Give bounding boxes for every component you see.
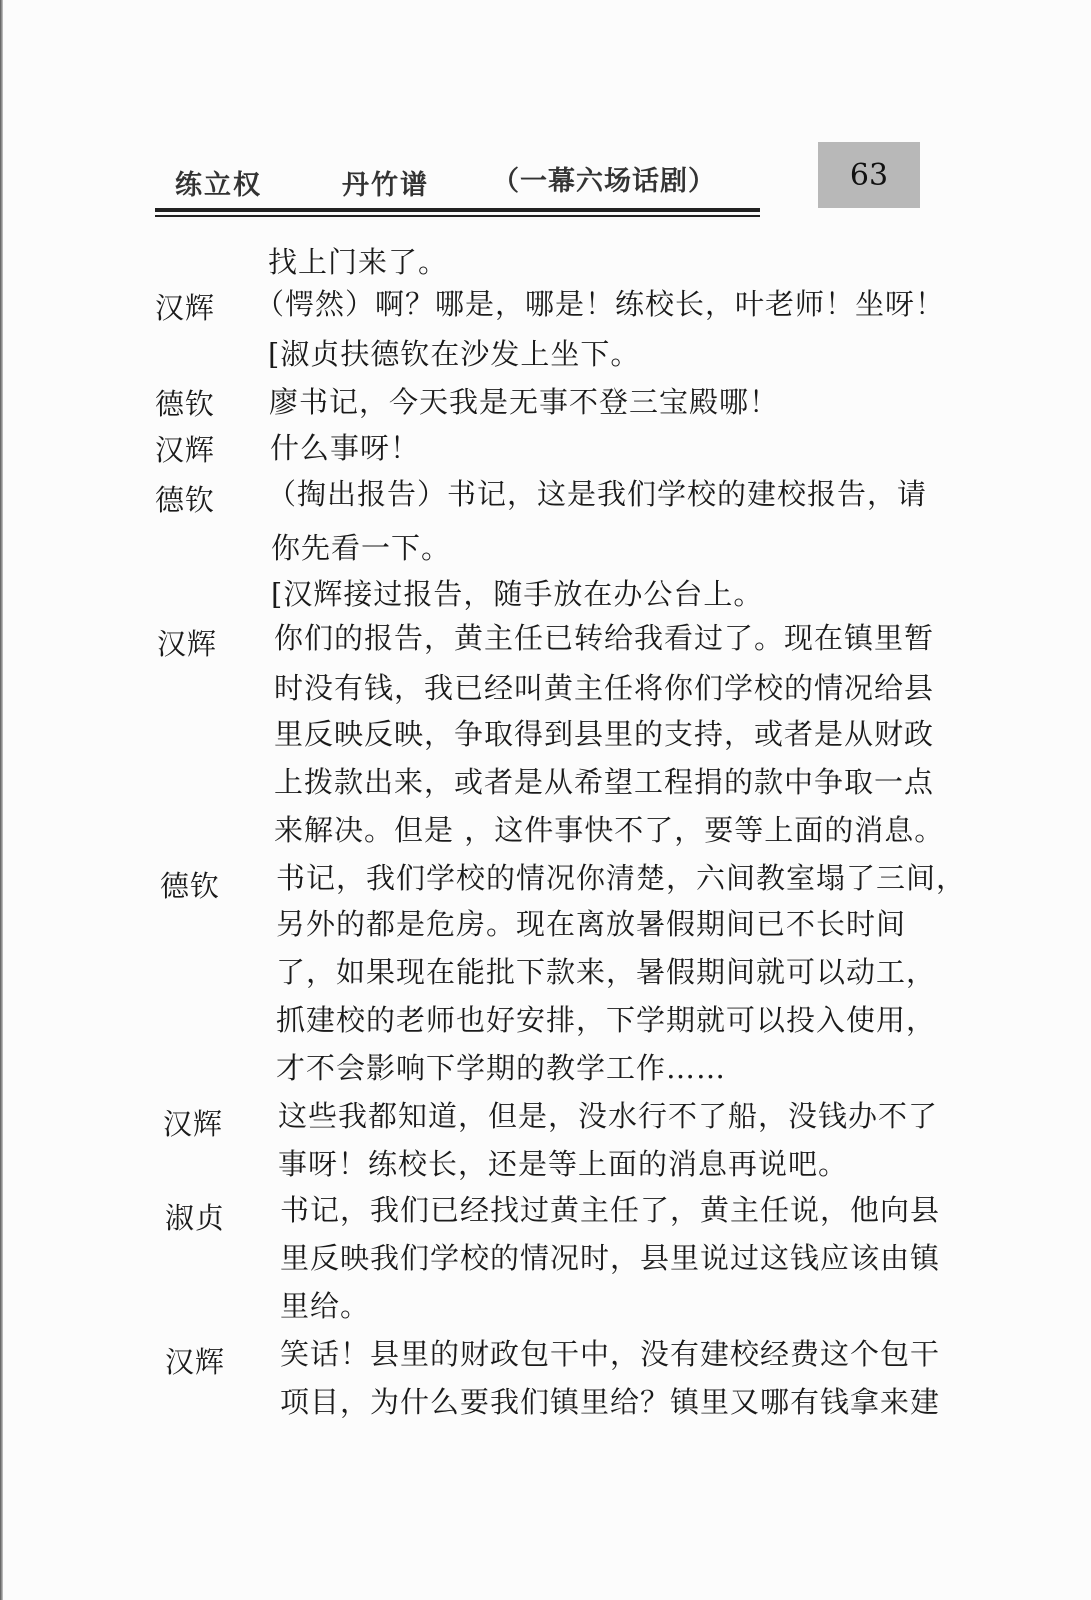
line-text: 廖书记，今天我是无事不登三宝殿哪！ bbox=[269, 385, 780, 419]
line-text: 里反映我们学校的情况时，县里说过这钱应该由镇 bbox=[280, 1241, 941, 1275]
stage-direction: [汉辉接过报告，随手放在办公台上。 bbox=[271, 577, 764, 611]
line-text: 了，如果现在能批下款来，暑假期间就可以动工， bbox=[276, 955, 937, 989]
header-title: 丹竹谱 bbox=[342, 170, 429, 201]
speaker-name: 德钦 bbox=[160, 869, 221, 903]
line-text: 笑话！县里的财政包干中，没有建校经费这个包干 bbox=[280, 1337, 941, 1371]
header-rule-thick bbox=[155, 208, 760, 212]
line-text: 你们的报告，黄主任已转给我看过了。现在镇里暂 bbox=[274, 621, 935, 655]
line-text: 才不会影响下学期的教学工作…… bbox=[276, 1051, 727, 1085]
running-header bbox=[0, 0, 1091, 230]
page-number-box bbox=[818, 142, 920, 208]
line-text: （愕然）啊？哪是，哪是！练校长，叶老师！坐呀！ bbox=[255, 287, 946, 321]
line-text: 什么事呀！ bbox=[270, 431, 421, 465]
speaker-name: 汉辉 bbox=[163, 1107, 224, 1141]
line-text: 里反映反映，争取得到县里的支持，或者是从财政 bbox=[274, 717, 935, 751]
line-text: 项目，为什么要我们镇里给？镇里又哪有钱拿来建 bbox=[280, 1385, 941, 1419]
line-text: 另外的都是危房。现在离放暑假期间已不长时间 bbox=[276, 907, 907, 941]
header-author: 练立权 bbox=[175, 170, 262, 201]
line-text: （掏出报告）书记，这是我们学校的建校报告，请 bbox=[267, 477, 928, 511]
line-text: 上拨款出来，或者是从希望工程捐的款中争取一点 bbox=[274, 765, 935, 799]
speaker-name: 德钦 bbox=[155, 387, 216, 421]
speaker-name: 汉辉 bbox=[165, 1345, 226, 1379]
speaker-name: 汉辉 bbox=[155, 291, 216, 325]
header-rule-thin bbox=[155, 215, 760, 217]
speaker-name: 德钦 bbox=[155, 483, 216, 517]
speaker-name: 汉辉 bbox=[157, 627, 218, 661]
page-binding-edge bbox=[0, 0, 3, 1600]
header-subtitle: （一幕六场话剧） bbox=[492, 166, 716, 197]
page-number: 63 bbox=[849, 157, 889, 193]
line-text: 找上门来了。 bbox=[268, 245, 449, 279]
line-text: 来解决。但是 ，这件事快不了，要等上面的消息。 bbox=[274, 813, 945, 847]
line-text: 抓建校的老师也好安排，下学期就可以投入使用， bbox=[276, 1003, 937, 1037]
line-text: 书记，我们学校的情况你清楚，六间教室塌了三间， bbox=[276, 861, 967, 895]
speaker-name: 汉辉 bbox=[155, 433, 216, 467]
line-text: 书记，我们已经找过黄主任了，黄主任说，他向县 bbox=[280, 1193, 941, 1227]
speaker-name: 淑贞 bbox=[165, 1201, 226, 1235]
line-text: 这些我都知道，但是，没水行不了船，没钱办不了 bbox=[278, 1099, 939, 1133]
line-text: 你先看一下。 bbox=[271, 531, 452, 565]
stage-direction: [淑贞扶德钦在沙发上坐下。 bbox=[268, 337, 641, 371]
line-text: 事呀！练校长，还是等上面的消息再说吧。 bbox=[278, 1147, 849, 1181]
line-text: 里给。 bbox=[280, 1289, 371, 1323]
line-text: 时没有钱，我已经叫黄主任将你们学校的情况给县 bbox=[274, 671, 935, 705]
